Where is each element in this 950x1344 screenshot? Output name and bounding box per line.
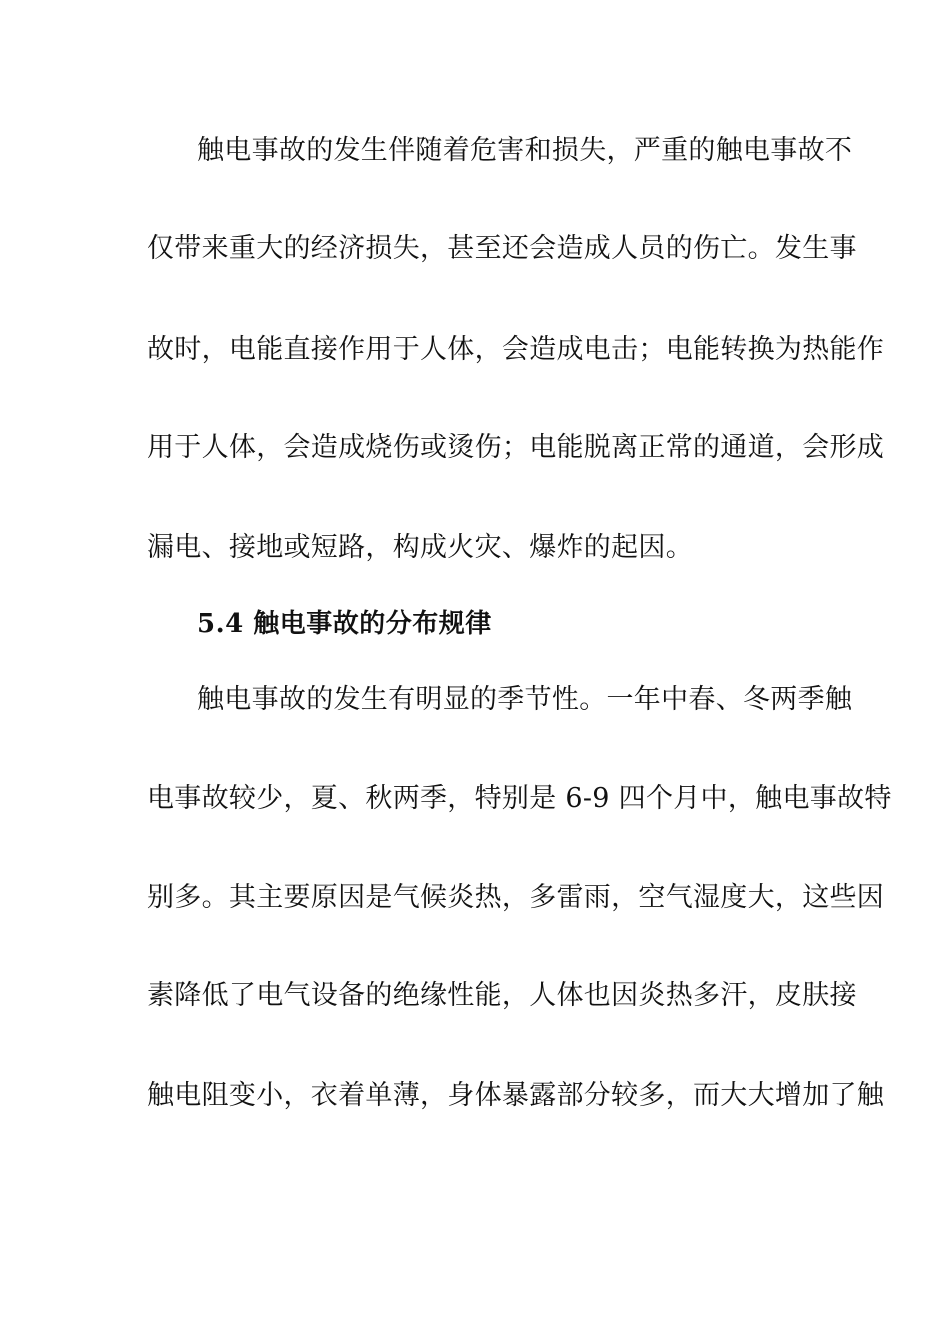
paragraph-1-line-1: 触电事故的发生伴随着危害和损失，严重的触电事故不 [197,135,853,166]
paragraph-1-line-5: 漏电、接地或短路，构成火灾、爆炸的起因。 [147,532,693,563]
paragraph-2-line-5: 触电阻变小，衣着单薄，身体暴露部分较多，而大大增加了触 [147,1080,885,1111]
section-heading: 5.4 触电事故的分布规律 [197,609,492,639]
paragraph-2-line-3: 别多。其主要原因是气候炎热，多雷雨，空气湿度大，这些因 [147,882,885,913]
paragraph-1-line-2: 仅带来重大的经济损失，甚至还会造成人员的伤亡。发生事 [147,233,857,264]
paragraph-1-line-4: 用于人体，会造成烧伤或烫伤；电能脱离正常的通道，会形成 [147,432,885,463]
paragraph-1-line-3: 故时，电能直接作用于人体，会造成电击；电能转换为热能作 [147,334,885,365]
paragraph-2-line-1: 触电事故的发生有明显的季节性。一年中春、冬两季触 [197,684,853,715]
paragraph-2-line-4: 素降低了电气设备的绝缘性能，人体也因炎热多汗，皮肤接 [147,980,857,1011]
paragraph-2-line-2: 电事故较少，夏、秋两季，特别是 6-9 四个月中，触电事故特 [147,783,892,814]
